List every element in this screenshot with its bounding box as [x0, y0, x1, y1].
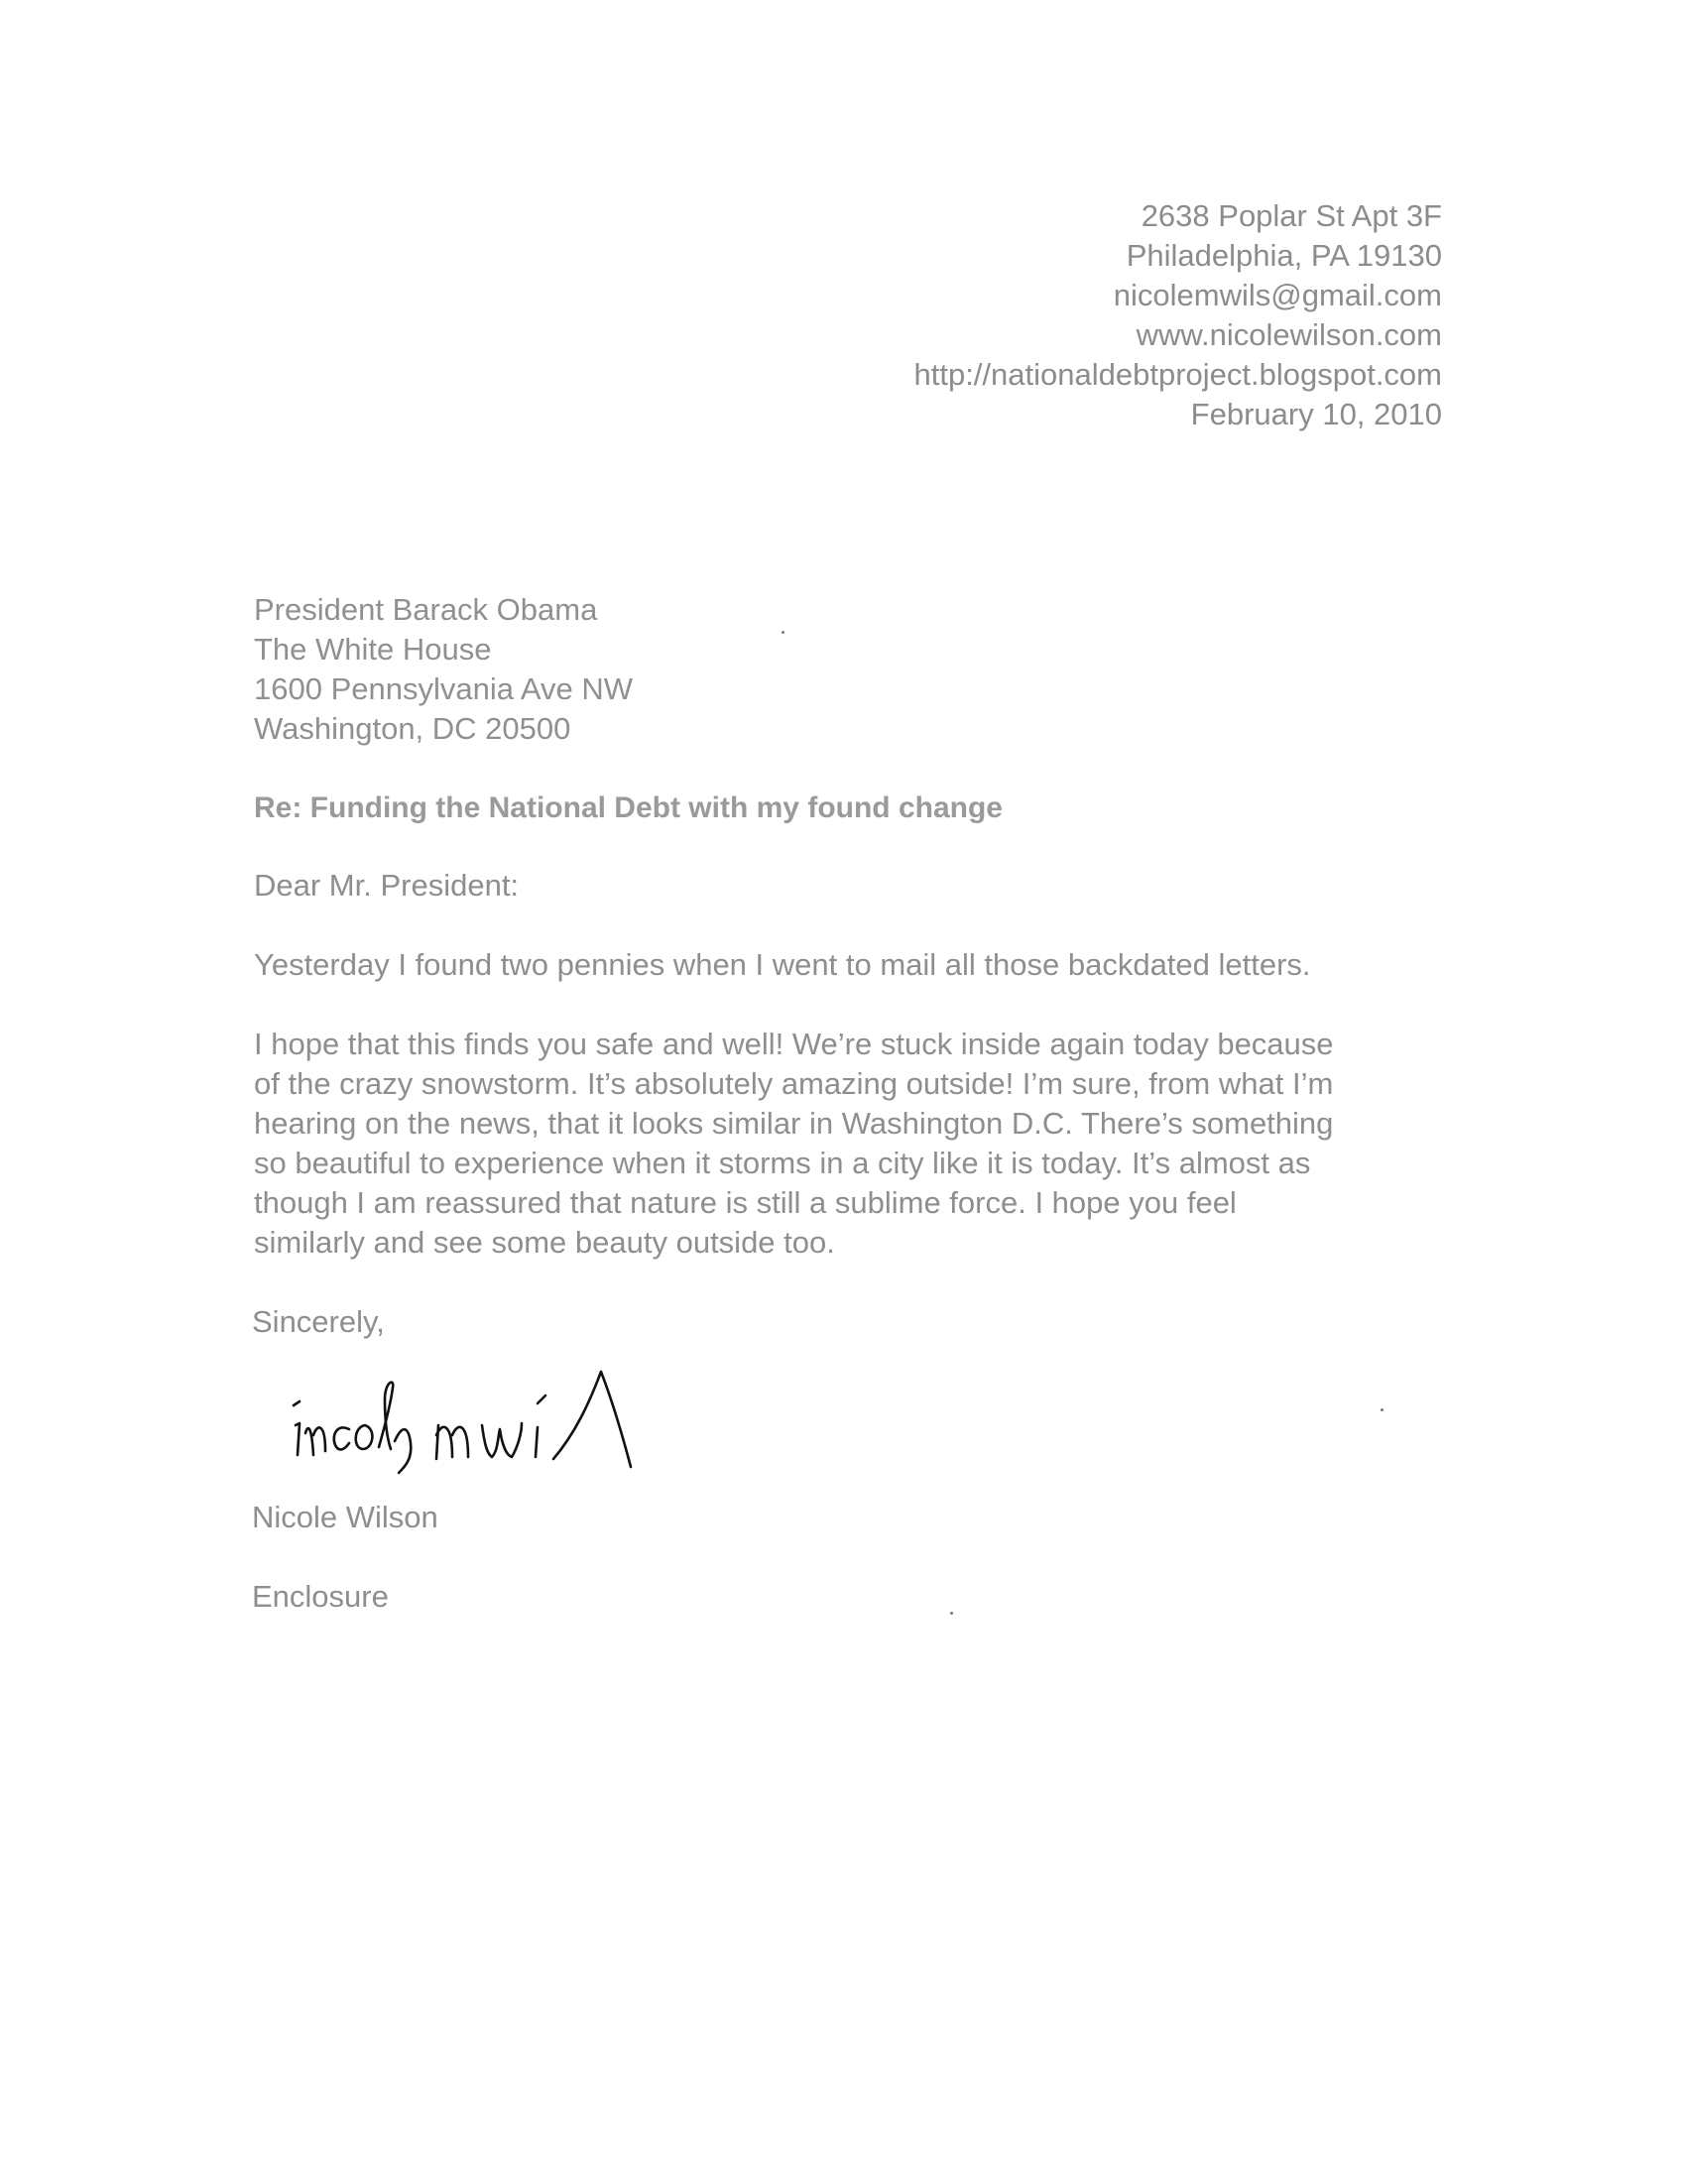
- sender-city-line: Philadelphia, PA 19130: [1126, 238, 1442, 273]
- body-paragraph-2: [254, 1025, 1474, 1263]
- scan-speck: [950, 1612, 953, 1615]
- sender-address-block: [649, 196, 1442, 434]
- scan-speck: [782, 631, 784, 634]
- recipient-street: 1600 Pennsylvania Ave NW: [254, 671, 633, 706]
- body-paragraph-2-line: similarly and see some beauty outside too.: [254, 1225, 835, 1260]
- salutation: Dear Mr. President:: [254, 868, 520, 903]
- body-paragraph-2-line: though I am reassured that nature is still a sublime force. I hope you feel: [254, 1185, 1237, 1220]
- sender-website: www.nicolewilson.com: [1136, 317, 1442, 352]
- recipient-city-line: Washington, DC 20500: [254, 711, 571, 746]
- enclosure-note: Enclosure: [252, 1579, 389, 1614]
- body-paragraph-2-line: hearing on the news, that it looks similar in Washington D.C. There’s something: [254, 1106, 1334, 1141]
- body-paragraph-2-line: I hope that this finds you safe and well! We’re stuck inside again today because: [254, 1027, 1334, 1061]
- sender-email: nicolemwils@gmail.com: [1113, 278, 1442, 312]
- subject-line: Re: Funding the National Debt with my found change: [254, 791, 1003, 824]
- recipient-org: The White House: [254, 632, 492, 667]
- handwritten-signature: [288, 1364, 764, 1483]
- letter-date: February 10, 2010: [1190, 397, 1442, 431]
- recipient-address-block: [254, 590, 633, 749]
- body-paragraph-1: Yesterday I found two pennies when I went to mail all those backdated letters.: [254, 947, 1311, 982]
- scan-speck: [1381, 1408, 1384, 1411]
- body-paragraph-2-line: of the crazy snowstorm. It’s absolutely amazing outside! I’m sure, from what I’m: [254, 1066, 1334, 1101]
- recipient-name: President Barack Obama: [254, 592, 598, 627]
- sender-blog-url: http://nationaldebtproject.blogspot.com: [913, 357, 1442, 392]
- closing: Sincerely,: [252, 1304, 385, 1339]
- body-paragraph-2-line: so beautiful to experience when it storms in a city like it is today. It’s almost as: [254, 1146, 1311, 1180]
- signer-name: Nicole Wilson: [252, 1500, 438, 1534]
- sender-street: 2638 Poplar St Apt 3F: [1141, 198, 1442, 233]
